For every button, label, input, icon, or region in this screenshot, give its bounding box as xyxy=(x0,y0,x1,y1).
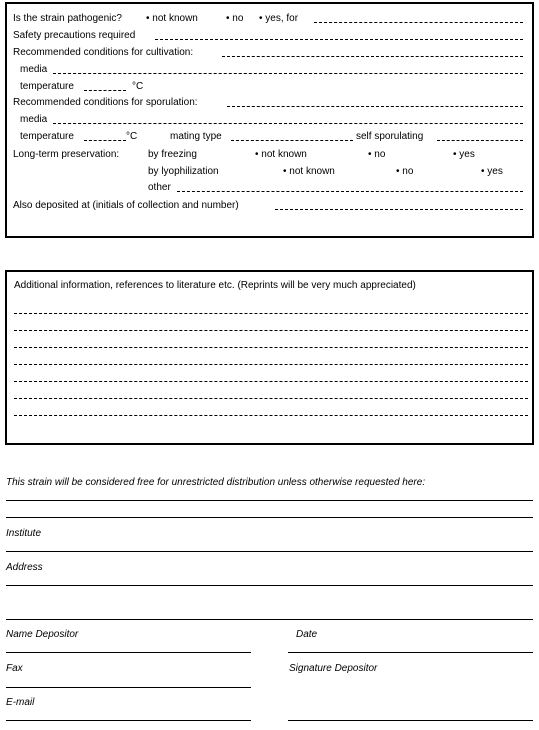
cultivation-field[interactable] xyxy=(222,56,523,57)
cultivation-temperature-label: temperature xyxy=(20,81,74,92)
sporulation-temperature-field[interactable] xyxy=(84,140,126,141)
distribution-restriction-field[interactable] xyxy=(6,500,533,501)
pathogenic-option-not-known[interactable]: • not known xyxy=(146,13,198,24)
other-preservation-field[interactable] xyxy=(177,191,523,192)
additional-info-heading: Additional information, references to literature etc. (Reprints will be very much appreciated) xyxy=(14,280,416,291)
freezing-option-no[interactable]: • no xyxy=(368,149,386,160)
also-deposited-label: Also deposited at (initials of collection and number) xyxy=(13,200,239,211)
email-field[interactable] xyxy=(6,720,251,721)
additional-info-line[interactable] xyxy=(14,381,528,382)
sporulation-media-label: media xyxy=(20,114,48,125)
by-lyophilization-label: by lyophilization xyxy=(148,166,219,177)
date-label: Date xyxy=(296,629,318,640)
sporulation-degc-unit: °C xyxy=(126,131,138,142)
pathogenic-option-no[interactable]: • no xyxy=(226,13,244,24)
cultivation-degc-unit: °C xyxy=(132,81,144,92)
fax-field[interactable] xyxy=(6,687,251,688)
signature-depositor-label: Signature Depositor xyxy=(289,663,378,674)
additional-info-line[interactable] xyxy=(14,415,528,416)
by-freezing-label: by freezing xyxy=(148,149,197,160)
additional-info-line[interactable] xyxy=(14,398,528,399)
cultivation-media-field[interactable] xyxy=(53,73,523,74)
name-depositor-field[interactable] xyxy=(6,652,251,653)
lyophilization-option-not-known[interactable]: • not known xyxy=(283,166,335,177)
pathogenic-label: Is the strain pathogenic? xyxy=(13,13,122,24)
self-sporulating-label: self sporulating xyxy=(356,131,424,142)
pathogenic-yes-for-field[interactable] xyxy=(314,22,523,23)
additional-info-line[interactable] xyxy=(14,347,528,348)
institute-field[interactable] xyxy=(6,551,533,552)
fax-label: Fax xyxy=(6,663,23,674)
name-depositor-label: Name Depositor xyxy=(6,629,79,640)
sporulation-label: Recommended conditions for sporulation: xyxy=(13,97,198,108)
address-field[interactable] xyxy=(6,585,533,586)
additional-info-line[interactable] xyxy=(14,313,528,314)
mating-type-label: mating type xyxy=(170,131,222,142)
safety-label: Safety precautions required xyxy=(13,30,136,41)
also-deposited-field[interactable] xyxy=(275,209,523,210)
lyophilization-option-no[interactable]: • no xyxy=(396,166,414,177)
cultivation-label: Recommended conditions for cultivation: xyxy=(13,47,194,58)
distribution-statement: This strain will be considered free for unrestricted distribution unless otherwise requested here: xyxy=(6,477,426,488)
mating-type-field[interactable] xyxy=(231,140,353,141)
address-field[interactable] xyxy=(6,619,533,620)
institute-label: Institute xyxy=(6,528,42,539)
email-label: E-mail xyxy=(6,697,35,708)
sporulation-media-field[interactable] xyxy=(53,123,523,124)
safety-field[interactable] xyxy=(155,39,523,40)
address-label: Address xyxy=(6,562,43,573)
cultivation-temperature-field[interactable] xyxy=(84,90,126,91)
long-term-preservation-label: Long-term preservation: xyxy=(13,149,120,160)
self-sporulating-field[interactable] xyxy=(437,140,523,141)
lyophilization-option-yes[interactable]: • yes xyxy=(481,166,503,177)
sporulation-temperature-label: temperature xyxy=(20,131,74,142)
other-preservation-label: other xyxy=(148,182,171,193)
cultivation-media-label: media xyxy=(20,64,48,75)
sporulation-field[interactable] xyxy=(227,106,523,107)
pathogenic-option-yes[interactable]: • yes, for xyxy=(259,13,299,24)
additional-info-line[interactable] xyxy=(14,364,528,365)
signature-field[interactable] xyxy=(288,720,533,721)
additional-info-box xyxy=(5,270,534,445)
distribution-restriction-field[interactable] xyxy=(6,517,533,518)
additional-info-line[interactable] xyxy=(14,330,528,331)
freezing-option-not-known[interactable]: • not known xyxy=(255,149,307,160)
date-field[interactable] xyxy=(288,652,533,653)
freezing-option-yes[interactable]: • yes xyxy=(453,149,475,160)
